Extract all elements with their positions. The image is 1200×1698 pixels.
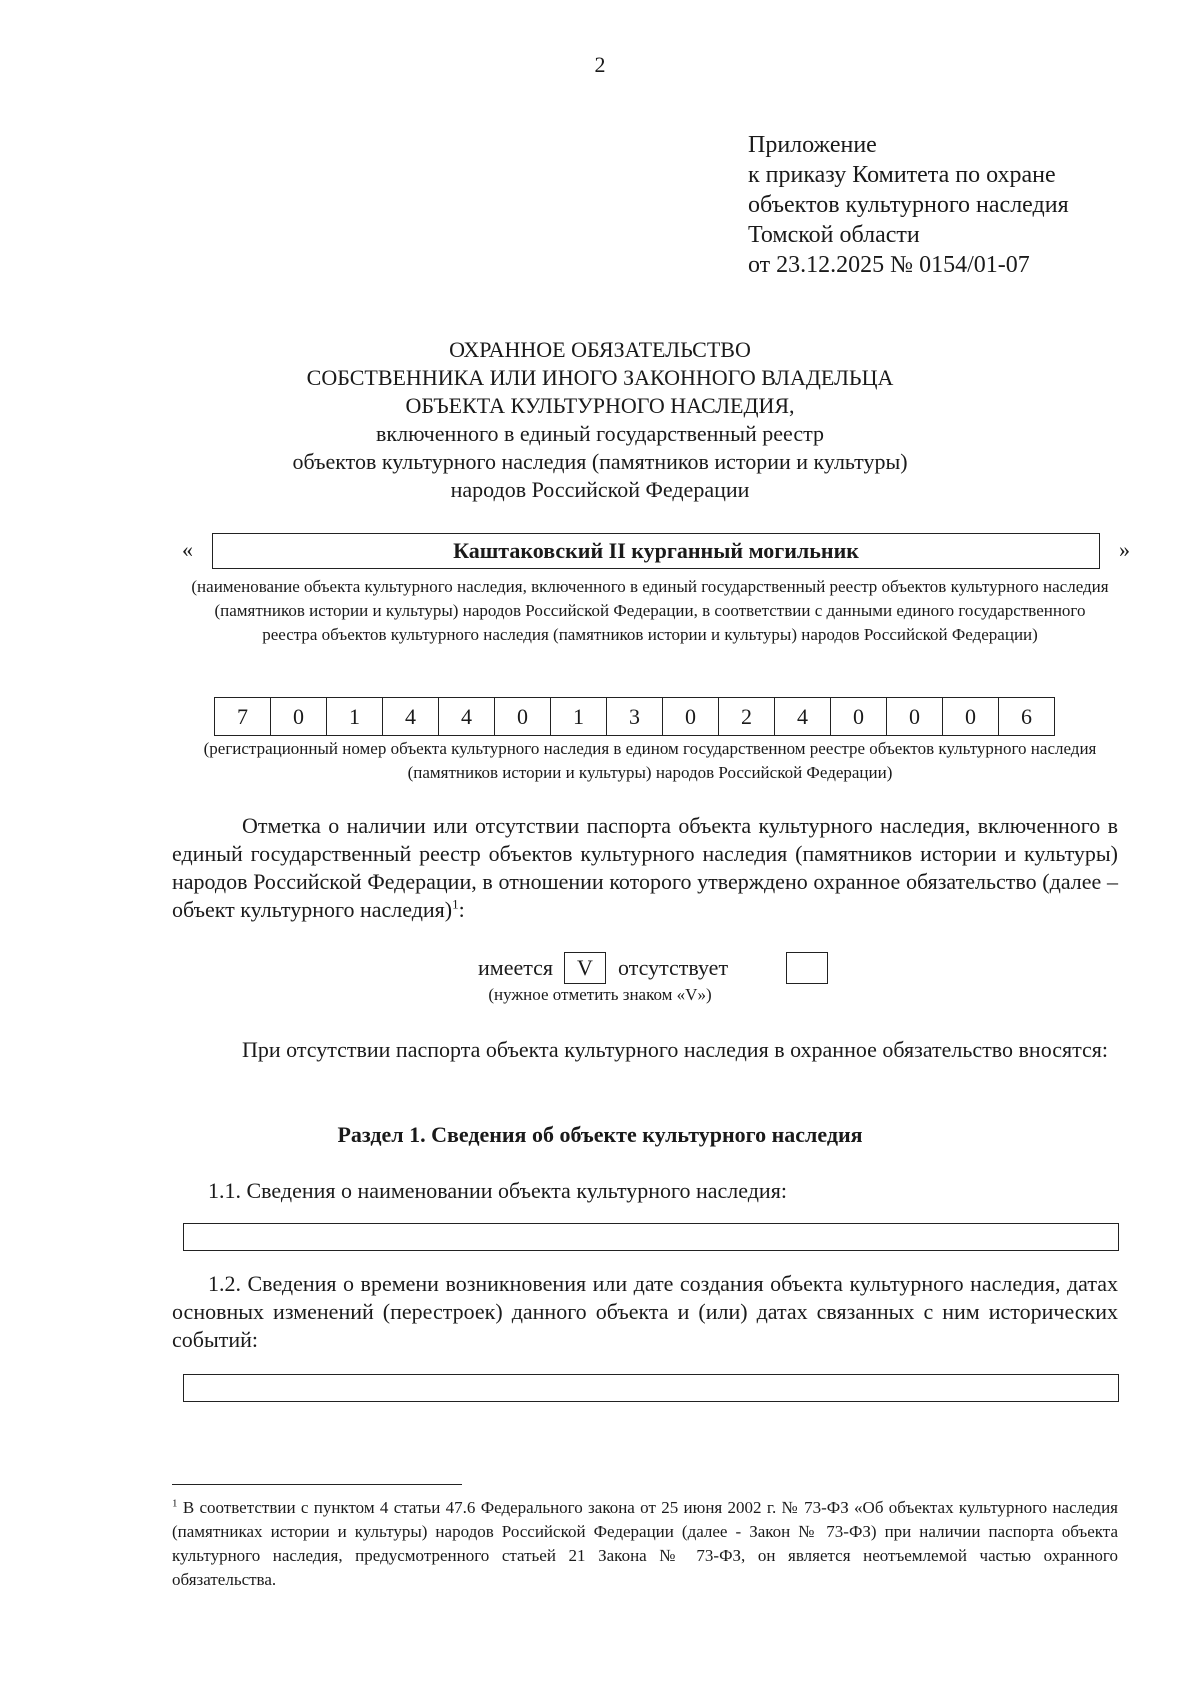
object-name-caption: (наименование объекта культурного наследия, включенного в единый государственный реестр объектов культурного наследия (памятников истории и культуры) народов Российской Федерации, в соответствии с данными единого государственного реестра объектов культурного наследия (памятников истории и культуры) народов Российской Федерации)	[191, 577, 1109, 644]
footnote	[172, 1496, 1118, 1592]
absent-label: отсутствует	[618, 955, 729, 980]
registration-digit-cell: 3	[607, 698, 663, 736]
registration-digit-cell: 0	[831, 698, 887, 736]
quote-close: »	[1119, 537, 1130, 562]
quote-open: «	[182, 537, 193, 562]
title-line: ОХРАННОЕ ОБЯЗАТЕЛЬСТВО	[449, 337, 751, 362]
registration-digit-cell: 4	[775, 698, 831, 736]
registration-digit-cell: 0	[663, 698, 719, 736]
title-line: ОБЪЕКТА КУЛЬТУРНОГО НАСЛЕДИЯ,	[405, 393, 795, 418]
absent-checkbox[interactable]	[786, 952, 828, 984]
registration-digit-cell: 0	[495, 698, 551, 736]
appendix-line: к приказу Комитета по охране	[748, 162, 1056, 188]
registration-digit-cell: 0	[887, 698, 943, 736]
passport-note	[172, 812, 1118, 924]
object-name-field[interactable]: Каштаковский II курганный могильник	[212, 533, 1100, 569]
section-1-title: Раздел 1. Сведения об объекте культурного наследия	[337, 1122, 863, 1147]
item-1-1-label: 1.1. Сведения о наименовании объекта культурного наследия:	[208, 1178, 787, 1203]
item-1-2-label: 1.2. Сведения о времени возникновения или дате создания объекта культурного наследия, датах основных изменений (перестроек) данного объекта и (или) датах связанных с ним исторических событий:	[172, 1271, 1118, 1352]
registration-digit-cell: 1	[327, 698, 383, 736]
passport-mark-caption: (нужное отметить знаком «V»)	[488, 985, 712, 1004]
title-line: объектов культурного наследия (памятников истории и культуры)	[292, 449, 908, 474]
title-line: народов Российской Федерации	[450, 477, 750, 502]
registration-number-grid	[214, 697, 1055, 736]
appendix-line: объектов культурного наследия	[748, 192, 1069, 218]
appendix-line: Приложение	[748, 132, 877, 158]
registration-digit-cell: 2	[719, 698, 775, 736]
footnote-divider	[172, 1484, 462, 1485]
registration-digit-cell: 4	[439, 698, 495, 736]
registration-caption: (регистрационный номер объекта культурного наследия в едином государственном реестре объектов культурного наследия (памятников истории и культуры) народов Российской Федерации)	[203, 739, 1097, 782]
document-title	[0, 336, 1200, 504]
present-checkbox[interactable]: V	[564, 952, 606, 984]
page-number: 2	[594, 52, 606, 77]
no-passport-text: При отсутствии паспорта объекта культурного наследия в охранное обязательство вносятся:	[242, 1037, 1109, 1062]
footnote-mark: 1	[172, 1497, 178, 1510]
registration-digit-cell: 4	[383, 698, 439, 736]
title-line: включенного в единый государственный реестр	[376, 421, 824, 446]
object-name-row	[170, 533, 1130, 571]
passport-note-suffix: :	[458, 897, 465, 922]
item-1-1-field[interactable]	[183, 1223, 1119, 1251]
appendix-line: Томской области	[748, 222, 920, 248]
footnote-ref[interactable]: 1	[452, 896, 459, 912]
footnote-text: В соответствии с пунктом 4 статьи 47.6 Федерального закона от 25 июня 2002 г. № 73-ФЗ «Об объектах культурного наследия (памятниках истории и культуры) народов Российской Федерации (далее - Закон № 73-ФЗ) при наличии паспорта объекта культурного наследия, предусмотренного статьей 21 Закона № 73-ФЗ, он является неотъемлемой частью охранного обязательства.	[172, 1498, 1118, 1589]
passport-note-text: Отметка о наличии или отсутствии паспорта объекта культурного наследия, включенного в единый государственный реестр объектов культурного наследия (памятников истории и культуры) народов Российской Федерации, в отношении которого утверждено охранное обязательство (далее – объект культурного наследия)	[172, 813, 1118, 922]
registration-digit-cell: 0	[943, 698, 999, 736]
registration-digit-cell: 1	[551, 698, 607, 736]
item-1-2-field[interactable]	[183, 1374, 1119, 1402]
registration-digit-cell: 7	[215, 698, 271, 736]
registration-digit-cell: 0	[271, 698, 327, 736]
appendix-header	[748, 130, 1069, 280]
title-line: СОБСТВЕННИКА ИЛИ ИНОГО ЗАКОННОГО ВЛАДЕЛЬЦА	[306, 365, 894, 390]
registration-digit-cell: 6	[999, 698, 1055, 736]
appendix-line: от 23.12.2025 № 0154/01-07	[748, 252, 1030, 278]
present-label: имеется	[478, 955, 553, 980]
